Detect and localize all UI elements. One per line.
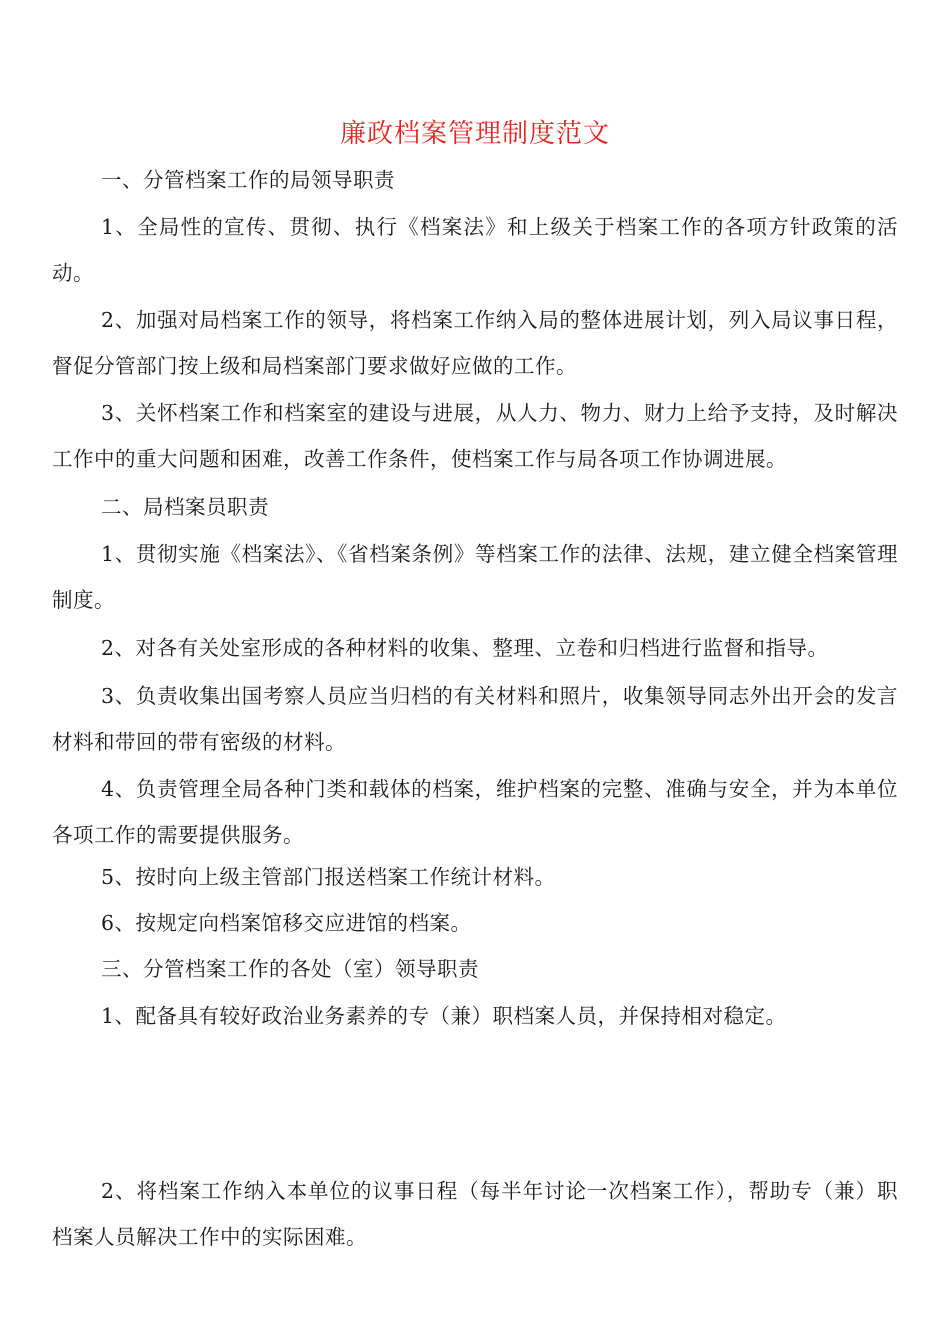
- paragraph-2-6: 6、按规定向档案馆移交应进馆的档案。: [101, 911, 472, 935]
- document-title: 廉政档案管理制度范文: [339, 119, 610, 149]
- paragraph-2-5: 5、按时向上级主管部门报送档案工作统计材料。: [101, 865, 556, 889]
- paragraph-2-4: 4、负责管理全局各种门类和载体的档案，维护档案的完整、准确与安全，并为本单位各项工作的需要提供服务。: [52, 777, 898, 847]
- section-heading-2: 二、局档案员职责: [101, 495, 269, 519]
- paragraph-3-1: 1、配备具有较好政治业务素养的专（兼）职档案人员，并保持相对稳定。: [101, 1004, 787, 1028]
- paragraph-1-3: 3、关怀档案工作和档案室的建设与进展，从人力、物力、财力上给予支持，及时解决工作中的重大问题和困难，改善工作条件，使档案工作与局各项工作协调进展。: [52, 401, 898, 471]
- paragraph-2-1: 1、贯彻实施《档案法》、《省档案条例》等档案工作的法律、法规，建立健全档案管理制度。: [52, 542, 898, 612]
- section-heading-1: 一、分管档案工作的局领导职责: [101, 168, 395, 192]
- paragraph-1-1: 1、全局性的宣传、贯彻、执行《档案法》和上级关于档案工作的各项方针政策的活动。: [52, 215, 898, 285]
- paragraph-3-2: 2、将档案工作纳入本单位的议事日程（每半年讨论一次档案工作），帮助专（兼）职档案人员解决工作中的实际困难。: [52, 1179, 898, 1249]
- paragraph-1-2: 2、加强对局档案工作的领导，将档案工作纳入局的整体进展计划，列入局议事日程，督促分管部门按上级和局档案部门要求做好应做的工作。: [52, 308, 898, 378]
- section-heading-3: 三、分管档案工作的各处（室）领导职责: [101, 957, 479, 981]
- paragraph-2-2: 2、对各有关处室形成的各种材料的收集、整理、立卷和归档进行监督和指导。: [101, 636, 829, 660]
- paragraph-2-3: 3、负责收集出国考察人员应当归档的有关材料和照片，收集领导同志外出开会的发言材料和带回的带有密级的材料。: [52, 684, 898, 754]
